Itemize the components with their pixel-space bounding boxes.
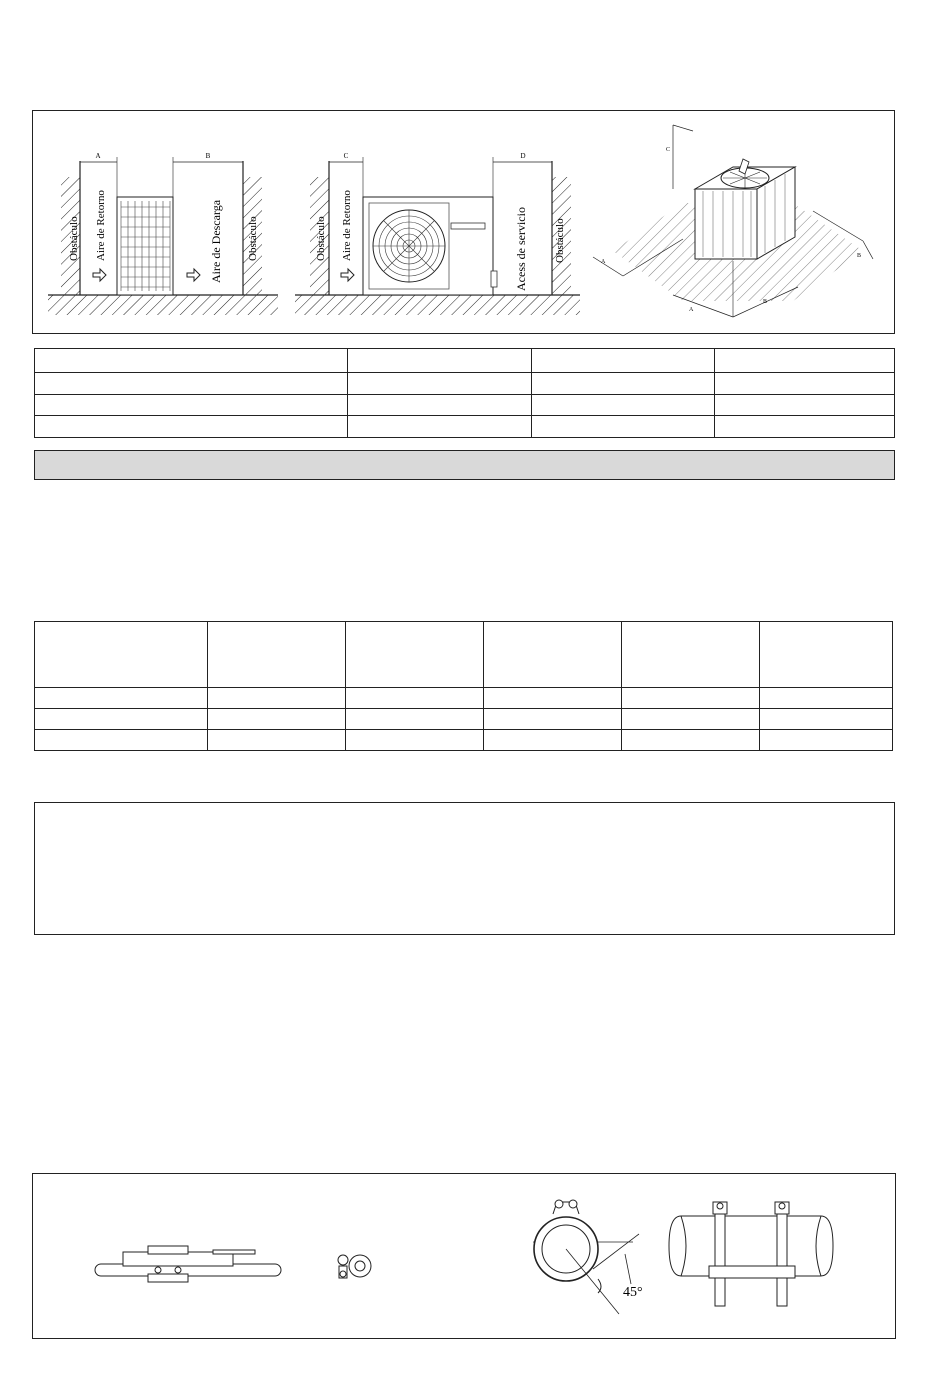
obstacle-label-right: Obstáculo [554, 218, 566, 263]
obstacle-label-right: Obstáculo [247, 216, 259, 261]
ground-hatch [295, 295, 580, 315]
table-row [35, 349, 895, 373]
table-row [35, 373, 895, 395]
note-box [34, 802, 895, 935]
dim-label-a: A [95, 152, 101, 160]
return-arrow-icon [93, 269, 106, 281]
obstacle-label-left: Obstáculo [315, 216, 327, 261]
clearance-figure-frame [32, 110, 895, 334]
dim-label-b: B [205, 152, 211, 160]
dim-label-d: D [520, 152, 526, 160]
dim-label-b-right: B [857, 253, 862, 259]
pipe-fastening-diagrams [33, 1174, 897, 1340]
table-row [35, 730, 893, 751]
return-air-label: Aire de Retorno [341, 190, 353, 261]
clearance-table [34, 348, 895, 438]
discharge-air-label: Aire de Descarga [209, 199, 223, 283]
table-row [35, 709, 893, 730]
dim-label-a-bottom: A [689, 307, 694, 313]
dim-label-a-left: A [601, 259, 606, 265]
obstacle-label-left: Obstáculo [68, 216, 80, 261]
service-access-label: Acess de servicio [514, 207, 528, 291]
pipe-spec-table [34, 621, 893, 751]
table-row [35, 416, 895, 438]
section-header-bar [34, 450, 895, 480]
pipe-fastening-figure-frame [32, 1173, 896, 1339]
panel-side-clearance [295, 152, 580, 315]
return-air-label: Aire de Retorno [95, 190, 107, 261]
dim-label-b-bottom: B [763, 299, 768, 305]
table-row [35, 394, 895, 416]
panel-top-clearance [593, 125, 873, 317]
table-row [35, 622, 893, 688]
panel-front-clearance [48, 152, 278, 315]
ground-hatch [48, 295, 278, 315]
clearance-diagrams [33, 111, 896, 335]
pipe-pair-section-icon [338, 1255, 371, 1278]
table-row [35, 688, 893, 709]
return-arrow-icon [341, 269, 354, 281]
unit-side-view [117, 197, 173, 295]
pipe-clamp-side-view [95, 1246, 281, 1282]
discharge-arrow-icon [187, 269, 200, 281]
angle-label: 45° [623, 1285, 643, 1300]
dim-label-c: C [666, 147, 671, 153]
dim-label-c: C [343, 152, 349, 160]
service-valve-icon [491, 271, 497, 287]
pipe-strap-diagram [669, 1202, 833, 1306]
